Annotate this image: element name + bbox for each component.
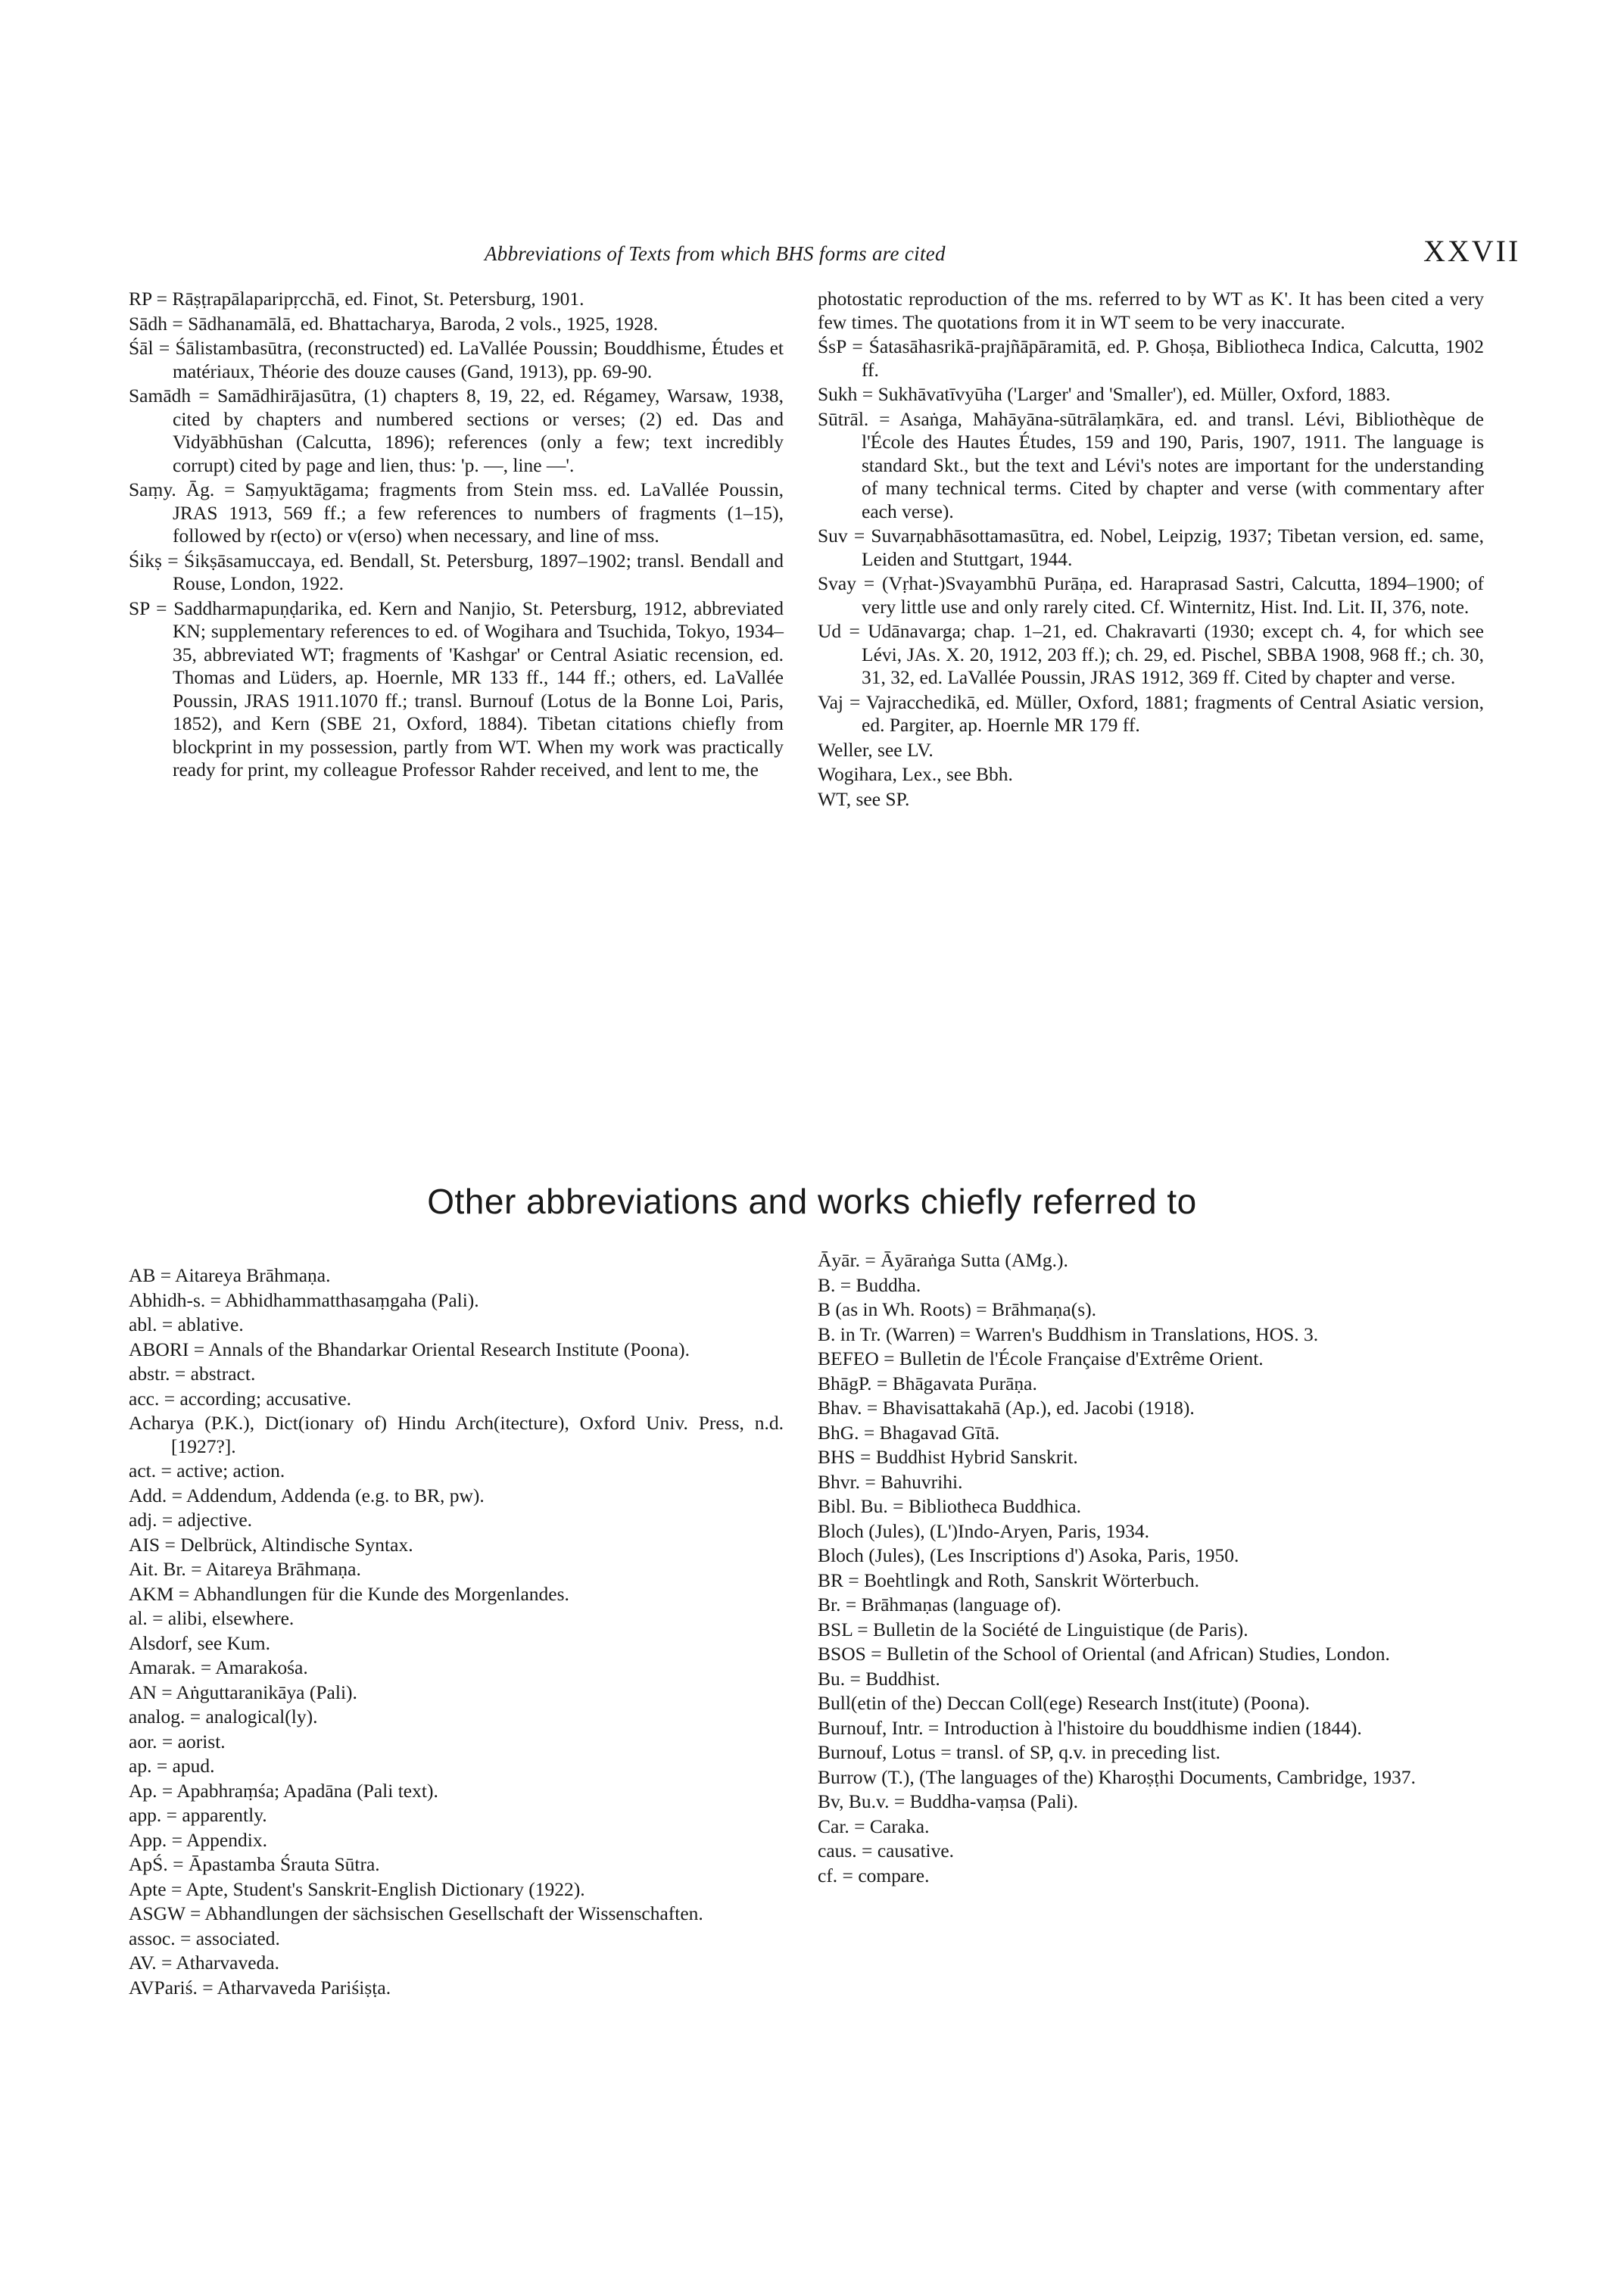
abbreviation-entry: Br. = Brāhmaṇas (language of). [818, 1594, 1061, 1615]
abbreviation-entry: Burnouf, Intr. = Introduction à l'histoire du bouddhisme indien (1844). [818, 1716, 1362, 1739]
abbreviation-entry: aor. = aorist. [129, 1730, 226, 1752]
abbreviation-entry: Alsdorf, see Kum. [129, 1631, 270, 1654]
abbreviation-entry: abl. = ablative. [129, 1313, 244, 1335]
abbreviation-entry: Bv, Bu.v. = Buddha-vaṃsa (Pali). [818, 1790, 1078, 1812]
abbreviation-entry: Car. = Caraka. [818, 1815, 930, 1837]
abbreviation-entry: Bloch (Jules), (L')Indo-Aryen, Paris, 1934. [818, 1519, 1150, 1542]
abbreviation-entry: Sādh = Sādhanamālā, ed. Bhattacharya, Baroda, 2 vols., 1925, 1928. [129, 312, 659, 335]
abbreviation-entry: Śāl = Śālistambasūtra, (reconstructed) ed. LaVallée Poussin; Bouddhisme, Études et matériaux, Théorie des douze causes (Gand, 1913), pp. 69-90. [129, 337, 784, 382]
abbreviation-entry: Sukh = Sukhāvatīvyūha ('Larger' and 'Smaller'), ed. Müller, Oxford, 1883. [818, 383, 1391, 405]
abbreviation-entry: BHS = Buddhist Hybrid Sanskrit. [818, 1446, 1078, 1468]
abbreviation-entry: Āyār. = Āyāraṅga Sutta (AMg.). [818, 1249, 1068, 1271]
abbreviation-entry: BSOS = Bulletin of the School of Oriental (and African) Studies, London. [818, 1643, 1390, 1665]
abbreviation-entry: adj. = adjective. [129, 1509, 253, 1531]
page-number: XXVII [1423, 234, 1521, 268]
abbreviation-entry: analog. = analogical(ly). [129, 1706, 318, 1728]
bottom-right-column [818, 1249, 1484, 1889]
abbreviation-entry: ŚsP = Śatasāhasrikā-prajñāpāramitā, ed. P. Ghoṣa, Bibliotheca Indica, Calcutta, 1902 ff. [818, 335, 1484, 381]
abbreviation-entry: BR = Boehtlingk and Roth, Sanskrit Wörterbuch. [818, 1569, 1200, 1591]
abbreviation-entry: Burnouf, Lotus = transl. of SP, q.v. in preceding list. [818, 1741, 1220, 1763]
abbreviation-entry: BEFEO = Bulletin de l'École Française d'Extrême Orient. [818, 1347, 1264, 1369]
abbreviation-entry: Bu. = Buddhist. [818, 1667, 940, 1690]
bottom-left-column [129, 1264, 784, 2001]
abbreviation-entry: Bibl. Bu. = Bibliotheca Buddhica. [818, 1495, 1081, 1517]
abbreviation-entry: caus. = causative. [818, 1840, 955, 1862]
abbreviation-entry: BhāgP. = Bhāgavata Purāṇa. [818, 1372, 1037, 1394]
abbreviation-entry: Wogihara, Lex., see Bbh. [818, 763, 1013, 785]
abbreviation-entry: Add. = Addendum, Addenda (e.g. to BR, pw). [129, 1484, 485, 1506]
section-heading: Other abbreviations and works chiefly referred to [427, 1182, 1197, 1221]
top-right-column [818, 288, 1484, 812]
abbreviation-entry: Samādh = Samādhirājasūtra, (1) chapters 8, 19, 22, ed. Régamey, Warsaw, 1938, cited by chapters and numbered sections or verses; (2) ed. Das and Vidyābhūshan (Calcutta, 1896); references (only a few; text incredibly corrupt) cited by page and lien, thus: 'p. —, line —'. [129, 385, 784, 476]
abbreviation-entry: abstr. = abstract. [129, 1363, 256, 1385]
abbreviation-entry: AV. = Atharvaveda. [129, 1952, 279, 1974]
abbreviation-entry: B (as in Wh. Roots) = Brāhmaṇa(s). [818, 1298, 1097, 1320]
abbreviation-entry: Acharya (P.K.), Dict(ionary of) Hindu Arch(itecture), Oxford Univ. Press, n.d. [1927?]. [129, 1412, 784, 1457]
abbreviation-entry: Bhav. = Bhavisattakahā (Ap.), ed. Jacobi (1918). [818, 1397, 1195, 1419]
abbreviation-entry: al. = alibi, elsewhere. [129, 1607, 295, 1629]
abbreviation-entry: AB = Aitareya Brāhmaṇa. [129, 1264, 331, 1286]
abbreviation-entry: Amarak. = Amarakośa. [129, 1656, 308, 1678]
abbreviation-entry: Svay = (Vṛhat-)Svayambhū Purāṇa, ed. Haraprasad Sastri, Calcutta, 1894–1900; of very little use and only rarely cited. Cf. Winternitz, Hist. Ind. Lit. II, 376, note. [818, 572, 1484, 618]
abbreviation-entry: ap. = apud. [129, 1755, 215, 1777]
abbreviation-entry: SP = Saddharmapuṇḍarika, ed. Kern and Nanjio, St. Petersburg, 1912, abbreviated KN; supplementary references to ed. of Wogihara and Tsuchida, Tokyo, 1934–35, abbreviated WT; fragments of 'Kashgar' or Central Asiatic recension, ed. Thomas and Lüders, ap. Hoernle, MR 133 ff., 144 ff.; others, ed. LaVallée Poussin, JRAS 1911.1070 ff.; transl. Burnouf (Lotus de la Bonne Loi, Paris, 1852), and Kern (SBE 21, Oxford, 1884). Tibetan citations chiefly from blockprint in my possession, partly from WT. When my work was practically ready for print, my colleague Professor Rahder received, and lent to me, the [129, 597, 784, 780]
abbreviation-entry: Suv = Suvarṇabhāsottamasūtra, ed. Nobel, Leipzig, 1937; Tibetan version, ed. same, Leiden and Stuttgart, 1944. [818, 525, 1484, 570]
abbreviation-entry: ASGW = Abhandlungen der sächsischen Gesellschaft der Wissenschaften. [129, 1902, 703, 1924]
abbreviation-entry: Bhvr. = Bahuvrihi. [818, 1470, 963, 1493]
abbreviation-entry: App. = Appendix. [129, 1828, 267, 1851]
abbreviation-entry: Ap. = Apabhraṃśa; Apadāna (Pali text). [129, 1779, 438, 1802]
abbreviation-entry: cf. = compare. [818, 1864, 930, 1886]
running-title: Abbreviations of Texts from which BHS forms are cited [485, 242, 946, 265]
continued-entry-text: photostatic reproduction of the ms. referred to by WT as K'. It has been cited a very few times. The quotations from it in WT seem to be very inaccurate. [818, 288, 1484, 333]
abbreviation-entry: app. = apparently. [129, 1804, 267, 1826]
abbreviation-entry: Ud = Udānavarga; chap. 1–21, ed. Chakravarti (1930; except ch. 4, for which see Lévi, JAs. X. 20, 1912, 203 ff.); ch. 29, ed. Pischel, SBBA 1908, 968 ff.; ch. 30, 31, 32, ed. LaVallée Poussin, JRAS 1912, 369 ff. Cited by chapter and verse. [818, 620, 1484, 688]
abbreviation-entry: B. in Tr. (Warren) = Warren's Buddhism in Translations, HOS. 3. [818, 1323, 1319, 1345]
abbreviation-entry: BSL = Bulletin de la Société de Linguistique (de Paris). [818, 1618, 1248, 1640]
abbreviation-entry: Bloch (Jules), (Les Inscriptions d') Asoka, Paris, 1950. [818, 1544, 1239, 1566]
abbreviation-entry: AKM = Abhandlungen für die Kunde des Morgenlandes. [129, 1582, 569, 1605]
abbreviation-entry: Apte = Apte, Student's Sanskrit-English Dictionary (1922). [129, 1877, 585, 1900]
abbreviation-entry: Śikṣ = Śikṣāsamuccaya, ed. Bendall, St. Petersburg, 1897–1902; transl. Bendall and Rouse, London, 1922. [129, 549, 784, 594]
abbreviation-entry: WT, see SP. [818, 787, 910, 810]
abbreviation-entry: Weller, see LV. [818, 738, 934, 761]
abbreviation-entry: AN = Aṅguttaranikāya (Pali). [129, 1681, 357, 1703]
abbreviation-entry: act. = active; action. [129, 1460, 285, 1481]
abbreviation-entry: ApŚ. = Āpastamba Śrauta Sūtra. [129, 1853, 380, 1875]
abbreviation-entry: BhG. = Bhagavad Gītā. [818, 1421, 1000, 1444]
abbreviation-entry: assoc. = associated. [129, 1927, 280, 1949]
abbreviation-entry: acc. = according; accusative. [129, 1387, 352, 1410]
abbreviation-entry: AIS = Delbrück, Altindische Syntax. [129, 1533, 413, 1556]
top-left-column [129, 288, 784, 784]
abbreviation-entry: Abhidh-s. = Abhidhammatthasaṃgaha (Pali). [129, 1288, 479, 1311]
abbreviation-entry: Vaj = Vajracchedikā, ed. Müller, Oxford, 1881; fragments of Central Asiatic version, ed. Pargiter, ap. Hoernle MR 179 ff. [818, 690, 1484, 736]
abbreviation-entry: Saṃy. Āg. = Saṃyuktāgama; fragments from Stein mss. ed. LaVallée Poussin, JRAS 1913, 569 ff.; a few references to numbers of fragments (1–15), followed by r(ecto) or v(erso) when necessary, and line of mss. [129, 478, 784, 547]
abbreviation-entry: Ait. Br. = Aitareya Brāhmaṇa. [129, 1558, 361, 1580]
abbreviation-entry: RP = Rāṣṭrapālaparipṛcchā, ed. Finot, St. Petersburg, 1901. [129, 288, 584, 310]
abbreviation-entry: Bull(etin of the) Deccan Coll(ege) Research Inst(itute) (Poona). [818, 1692, 1311, 1714]
abbreviation-entry: AVPariś. = Atharvaveda Pariśiṣṭa. [129, 1976, 391, 1999]
abbreviation-entry: ABORI = Annals of the Bhandarkar Oriental Research Institute (Poona). [129, 1338, 690, 1360]
abbreviation-entry: Sūtrāl. = Asaṅga, Mahāyāna-sūtrālaṃkāra, ed. and transl. Lévi, Bibliothèque de l'École des Hautes Études, 159 and 190, Paris, 1907, 1911. The language is standard Skt., but the text and Lévi's notes are important for the understanding of many technical terms. Cited by chapter and verse (with commentary after each verse). [818, 407, 1484, 522]
abbreviation-entry: Burrow (T.), (The languages of the) Kharoṣṭhi Documents, Cambridge, 1937. [818, 1765, 1416, 1788]
abbreviation-entry: B. = Buddha. [818, 1273, 921, 1296]
